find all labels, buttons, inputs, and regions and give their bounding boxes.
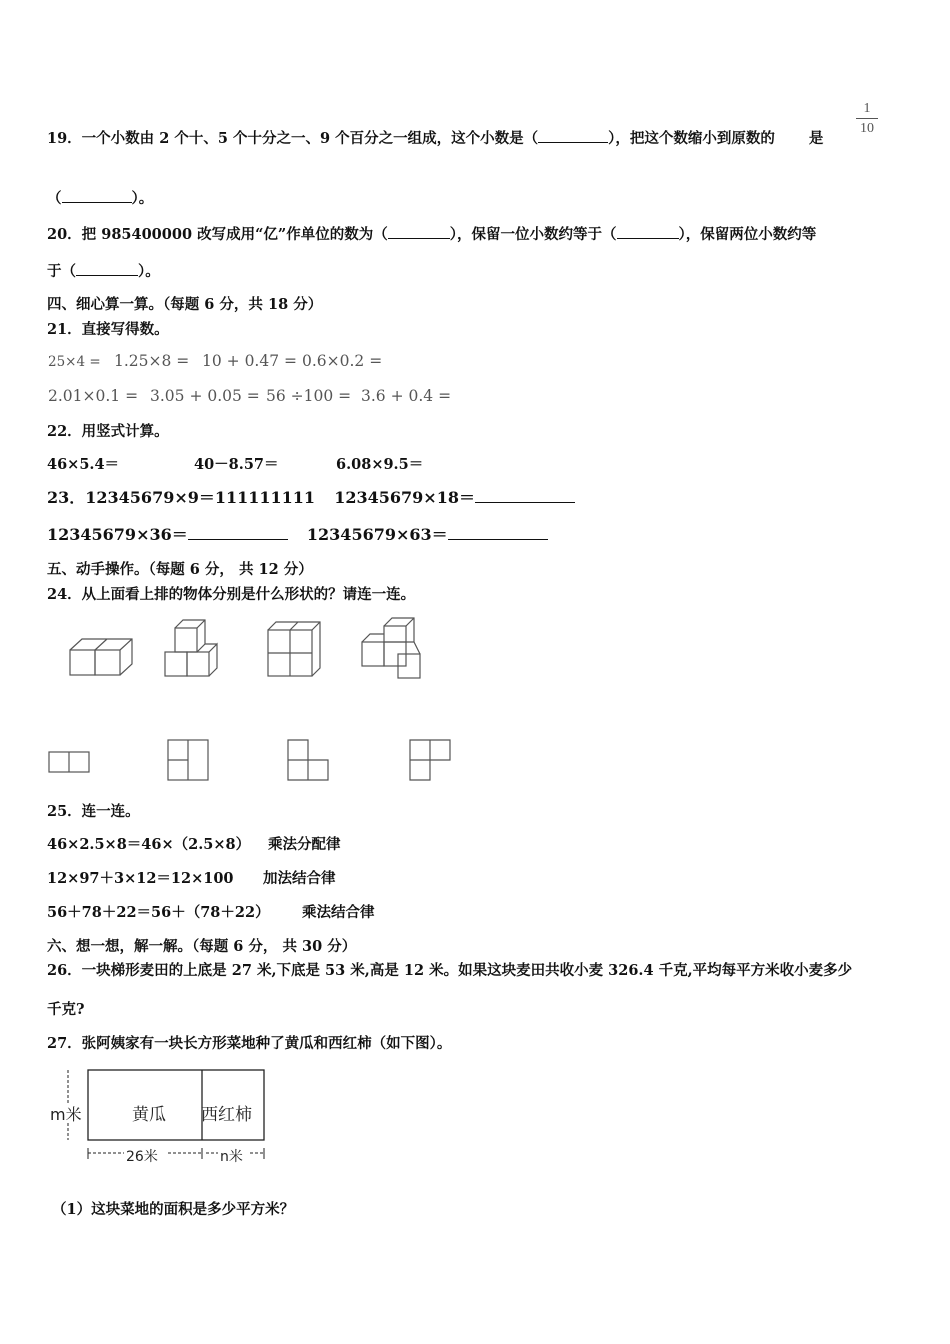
q24-figure xyxy=(40,612,480,792)
q25-expr-3: 56＋78＋22＝56＋（78＋22） xyxy=(47,904,270,921)
q22-title: 22．用竖式计算。 xyxy=(47,423,169,440)
q25-law-1: 乘法分配律 xyxy=(268,836,341,853)
q21-r2-c1: 2.01×0.1 = xyxy=(48,387,139,405)
q27-sub1: （1）这块菜地的面积是多少平方米？ xyxy=(52,1201,295,1218)
q21-r2-c2: 3.05 + 0.05 = xyxy=(150,387,260,405)
q21-r1-c2: 1.25×8 = xyxy=(114,352,190,370)
fig-cucumber-label: 黄瓜 xyxy=(132,1105,166,1125)
q25-title: 25．连一连。 xyxy=(47,803,140,820)
q23-line2: 12345679×36＝ 12345679×63＝ xyxy=(47,525,548,545)
q25-expr-1: 46×2.5×8＝46×（2.5×8） xyxy=(47,836,251,853)
object-4-cubes xyxy=(362,618,420,678)
q25-expr-2: 12×97＋3×12＝12×100 xyxy=(47,870,234,887)
q27-figure xyxy=(46,1065,276,1175)
q21-title: 21．直接写得数。 xyxy=(47,321,169,338)
q22-item-2: 40－8.57＝ xyxy=(194,456,279,473)
q21-r1-c1: 25×4 = xyxy=(48,354,101,370)
section-6-heading: 六、想一想，解一解。（每题 6 分， 共 30 分） xyxy=(47,938,357,955)
top-view-2 xyxy=(168,740,208,780)
q21-r1-c4: 0.6×0.2 = xyxy=(302,352,383,370)
fig-tomato-label: 西红柿 xyxy=(201,1105,252,1125)
q20-line1: 20．把 985400000 改写成用“亿”作单位的数为（ ），保留一位小数约等于（ ），保留两位小数约等 xyxy=(47,226,817,243)
q25-law-3: 乘法结合律 xyxy=(302,904,375,921)
q27-title: 27．张阿姨家有一块长方形菜地种了黄瓜和西红柿（如下图）。 xyxy=(47,1035,452,1052)
top-view-1 xyxy=(49,752,89,772)
object-1-cubes xyxy=(70,639,132,675)
q22-item-1: 46×5.4＝ xyxy=(47,456,120,473)
top-view-3 xyxy=(288,740,328,780)
q20-blank2[interactable] xyxy=(617,224,679,239)
q20-line2: 于（ ）。 xyxy=(47,263,160,280)
q23-line1: 23．12345679×9＝111111111 12345679×18＝ xyxy=(47,488,575,508)
section-4-heading: 四、细心算一算。（每题 6 分，共 18 分） xyxy=(47,296,323,313)
q19-blank2[interactable] xyxy=(62,188,132,203)
q25-law-2: 加法结合律 xyxy=(263,870,336,887)
q21-r1-c3: 10 + 0.47 = xyxy=(202,352,297,370)
q20-blank1[interactable] xyxy=(388,224,450,239)
q19-line1: 19．一个小数由 2 个十、5 个十分之一、9 个百分之一组成，这个小数是（ ），把这个数缩小到原数的 是 xyxy=(47,130,824,147)
q23-blank3[interactable] xyxy=(448,525,548,540)
q24-title: 24．从上面看上排的物体分别是什么形状的？请连一连。 xyxy=(47,586,416,603)
q26-line1: 26．一块梯形麦田的上底是 27 米,下底是 53 米,高是 12 米。如果这块麦田共收小麦 326.4 千克,平均每平方米收小麦多少 xyxy=(47,962,853,979)
q21-r2-c4: 3.6 + 0.4 = xyxy=(361,387,452,405)
object-2-cubes xyxy=(165,620,217,676)
fig-left-label: m米 xyxy=(50,1105,82,1124)
q26-line2: 千克? xyxy=(47,1001,85,1018)
q23-blank2[interactable] xyxy=(188,525,288,540)
q19-fraction: 1 10 xyxy=(856,100,878,137)
top-view-4 xyxy=(410,740,450,780)
q22-item-3: 6.08×9.5＝ xyxy=(336,456,424,473)
q23-blank1[interactable] xyxy=(475,488,575,503)
fig-bottom-n: n米 xyxy=(220,1149,243,1165)
q19-line2: （ ）。 xyxy=(47,190,154,207)
q20-blank3[interactable] xyxy=(76,261,138,276)
q21-r2-c3: 56 ÷100 = xyxy=(266,387,352,405)
q19-blank1[interactable] xyxy=(538,128,608,143)
section-5-heading: 五、动手操作。（每题 6 分， 共 12 分） xyxy=(47,561,313,578)
object-3-cubes xyxy=(268,622,320,676)
fig-bottom-26: 26米 xyxy=(126,1149,158,1165)
